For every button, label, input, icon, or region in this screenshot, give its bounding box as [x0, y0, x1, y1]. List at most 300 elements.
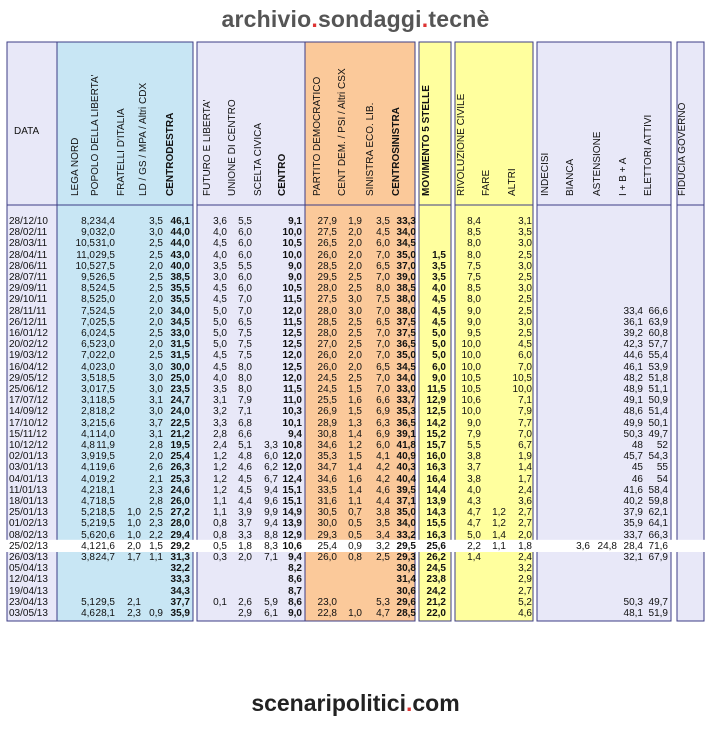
- cell-csx: 39,1: [396, 428, 416, 440]
- cell-pd: 24,5: [317, 372, 337, 384]
- cell-centro: 12,0: [282, 451, 302, 463]
- row-date: 29/05/12: [9, 372, 48, 384]
- cell-ld: 2,0: [149, 294, 163, 306]
- row-date: 02/01/13: [9, 451, 48, 463]
- cell-csx: 35,0: [396, 507, 416, 519]
- cell-ld: 2,5: [149, 328, 163, 339]
- row-date: 28/03/11: [9, 238, 48, 250]
- cell-csx: 35,3: [396, 406, 416, 418]
- cell-centro: 10,3: [282, 406, 302, 418]
- cell-udc: 2,6: [238, 596, 252, 608]
- cell-iba: 46,1: [623, 361, 643, 373]
- cell-lega: 4,2: [81, 484, 95, 496]
- cell-pd: 30,5: [317, 507, 337, 519]
- cell-sel: 7,0: [376, 350, 390, 362]
- column-header-fare: FARE: [481, 169, 492, 196]
- cell-altri: 4,5: [518, 339, 532, 351]
- cell-udc: 7,5: [238, 350, 252, 362]
- row-date: 25/06/12: [9, 384, 48, 395]
- row-date: 28/11/11: [9, 305, 47, 317]
- cell-pd: 26,0: [317, 361, 337, 373]
- cell-sc: 9,4: [264, 484, 278, 496]
- cell-sel: 7,0: [376, 384, 390, 395]
- cell-pdl: 19,5: [95, 518, 115, 530]
- cell-cdx: 24,0: [170, 406, 190, 418]
- cell-cdx: 21,2: [170, 428, 190, 440]
- row-date: 25/01/13: [9, 507, 48, 519]
- row-date: 01/02/13: [9, 518, 48, 530]
- cell-m5s: 26,2: [426, 552, 446, 563]
- cell-m5s: 16,3: [426, 462, 446, 474]
- cell-csx: 37,5: [396, 316, 416, 328]
- cell-csx: 37,0: [396, 260, 416, 272]
- cell-cdx: 23,5: [170, 384, 190, 395]
- cell-m5s: 4,5: [432, 305, 446, 317]
- cell-cd: 0,5: [348, 529, 362, 541]
- cell-iba: 48,2: [623, 372, 643, 384]
- cell-cd: 2,5: [348, 372, 362, 384]
- cell-ast: 24,8: [597, 540, 617, 552]
- cell-pd: 26,0: [317, 350, 337, 362]
- cell-csx: 37,5: [396, 328, 416, 339]
- date-column-header: DATA: [14, 126, 40, 137]
- cell-centro: 10,0: [282, 227, 302, 239]
- column-header-sc: SCELTA CIVICA: [253, 123, 264, 196]
- cell-ld: 3,0: [149, 361, 163, 373]
- cell-cd: 2,5: [348, 316, 362, 328]
- cell-cdx: 28,0: [170, 518, 190, 530]
- cell-m5s: 15,7: [426, 440, 446, 451]
- row-date: 19/03/12: [9, 350, 48, 362]
- cell-ld: 1,1: [149, 552, 163, 563]
- cell-sc: 9,9: [264, 507, 278, 519]
- cell-csx: 39,5: [396, 484, 416, 496]
- row-date: 26/03/13: [9, 552, 48, 563]
- cell-sel: 6,0: [376, 440, 390, 451]
- cell-ld: 2,5: [149, 283, 163, 295]
- cell-altri: 2,5: [518, 272, 532, 283]
- cell-lega: 3,5: [81, 372, 95, 384]
- cell-sel: 5,3: [376, 596, 390, 608]
- cell-pdl: 21,6: [95, 540, 115, 552]
- cell-pdl: 27,5: [95, 260, 115, 272]
- cell-el: 51,4: [648, 406, 668, 418]
- cell-el: 49,7: [648, 428, 668, 440]
- cell-cd: 2,0: [348, 350, 362, 362]
- cell-udc: 6,0: [238, 283, 252, 295]
- cell-csx: 40,4: [396, 473, 416, 485]
- cell-centro: 12,0: [282, 462, 302, 474]
- cell-centro: 10,8: [282, 440, 302, 451]
- cell-rc: 7,9: [467, 428, 481, 440]
- cell-csx: 36,5: [396, 417, 416, 429]
- cell-el: 55: [656, 462, 668, 474]
- row-date: 12/04/13: [9, 574, 48, 586]
- cell-sc: 8,8: [264, 529, 278, 541]
- cell-cd: 1,3: [348, 417, 362, 429]
- cell-sel: 6,9: [376, 428, 390, 440]
- cell-rc: 4,7: [467, 507, 481, 519]
- cell-cdx: 19,5: [170, 440, 190, 451]
- cell-altri: 7,0: [518, 428, 532, 440]
- cell-pd: 28,0: [317, 283, 337, 295]
- cell-el: 67,9: [648, 552, 668, 563]
- cell-sel: 3,2: [376, 540, 390, 552]
- cell-ld: 2,0: [149, 316, 163, 328]
- cell-ld: 2,5: [149, 350, 163, 362]
- cell-centro: 13,9: [282, 518, 302, 530]
- cell-iba: 37,9: [623, 507, 643, 519]
- cell-sel: 4,7: [376, 608, 390, 619]
- cell-csx: 34,5: [396, 361, 416, 373]
- cell-ld: 2,3: [149, 484, 163, 496]
- cell-fli: 3,5: [213, 384, 227, 395]
- column-header-m5s: MOVIMENTO 5 STELLE: [421, 85, 432, 196]
- cell-ld: 2,6: [149, 462, 163, 474]
- cell-udc: 1,8: [238, 540, 252, 552]
- cell-cdx: 33,3: [170, 574, 190, 586]
- cell-sc: 7,1: [264, 552, 278, 563]
- cell-m5s: 12,9: [426, 395, 446, 407]
- cell-centro: 12,5: [282, 328, 302, 339]
- cell-rc: 9,5: [467, 328, 481, 339]
- row-date: 03/05/13: [9, 608, 48, 619]
- cell-centro: 12,5: [282, 339, 302, 351]
- cell-pdl: 29,5: [95, 249, 115, 261]
- cell-altri: 2,5: [518, 294, 532, 306]
- cell-el: 64,1: [648, 518, 668, 530]
- cell-iba: 48,9: [623, 384, 643, 395]
- cell-pdl: 18,2: [95, 406, 115, 418]
- cell-centro: 12,0: [282, 350, 302, 362]
- cell-pdl: 19,5: [95, 451, 115, 463]
- cell-pd: 33,5: [317, 484, 337, 496]
- cell-pdl: 18,5: [95, 372, 115, 384]
- column-header-el: ELETTORI ATTIVI: [643, 114, 654, 196]
- cell-sel: 7,0: [376, 328, 390, 339]
- cell-pdl: 11,9: [96, 440, 115, 451]
- cell-rc: 10,0: [461, 350, 481, 362]
- cell-el: 66,3: [648, 529, 668, 541]
- cell-pdl: 24,5: [95, 283, 115, 295]
- cell-altri: 7,1: [518, 395, 532, 407]
- row-date: 03/01/13: [9, 462, 48, 474]
- cell-el: 51,9: [648, 608, 668, 619]
- cell-cdx: 40,0: [170, 260, 190, 272]
- cell-pdl: 19,2: [95, 473, 115, 485]
- cell-pdl: 20,6: [95, 529, 115, 541]
- cell-cd: 2,5: [348, 283, 362, 295]
- cell-udc: 7,0: [238, 305, 252, 317]
- cell-csx: 33,0: [396, 384, 416, 395]
- cell-pd: 28,0: [317, 328, 337, 339]
- cell-pdl: 14,0: [95, 428, 115, 440]
- cell-pd: 28,0: [317, 305, 337, 317]
- cell-sc: 6,0: [264, 451, 278, 463]
- cell-sel: 6,5: [376, 316, 390, 328]
- cell-csx: 33,3: [396, 216, 416, 227]
- column-header-pd: PARTITO DEMOCRATICO: [312, 76, 323, 196]
- cell-lega: 5,1: [81, 596, 95, 608]
- cell-m5s: 3,5: [432, 272, 446, 283]
- cell-fli: 1,2: [213, 451, 227, 463]
- cell-udc: 7,0: [238, 294, 252, 306]
- cell-csx: 40,9: [396, 451, 416, 463]
- column-header-cdx: CENTRODESTRA: [165, 112, 176, 196]
- cell-m5s: 23,8: [426, 574, 446, 586]
- row-date: 04/01/13: [9, 473, 48, 485]
- cell-udc: 3,3: [238, 529, 252, 541]
- cell-el: 55,4: [648, 350, 668, 362]
- cell-el: 52: [656, 440, 668, 451]
- column-header-pdl: POPOLO DELLA LIBERTA': [90, 74, 101, 196]
- column-header-lega: LEGA NORD: [70, 137, 81, 196]
- cell-rc: 10,5: [461, 372, 481, 384]
- cell-pd: 26,0: [317, 552, 337, 563]
- row-date: 05/04/13: [9, 563, 48, 575]
- cell-el: 62,1: [648, 507, 668, 519]
- cell-iba: 50,3: [623, 428, 643, 440]
- cell-sel: 3,4: [376, 529, 390, 541]
- cell-sc: 9,6: [264, 496, 278, 507]
- cell-centro: 10,1: [282, 417, 302, 429]
- cell-cd: 1,4: [348, 462, 362, 474]
- cell-altri: 1,7: [518, 473, 532, 485]
- cell-sc: 9,4: [264, 518, 278, 530]
- cell-cd: 2,5: [348, 339, 362, 351]
- cell-m5s: 4,0: [432, 283, 446, 295]
- cell-fli: 4,5: [213, 361, 227, 373]
- cell-udc: 8,0: [238, 361, 252, 373]
- cell-m5s: 3,5: [432, 260, 446, 272]
- cell-centro: 10,6: [282, 540, 302, 552]
- cell-cd: 0,7: [348, 507, 362, 519]
- cell-centro: 12,0: [282, 372, 302, 384]
- cell-iba: 44,6: [623, 350, 643, 362]
- cell-sc: 6,1: [264, 608, 278, 619]
- cell-cd: 2,0: [348, 238, 362, 250]
- cell-cdx: 35,5: [170, 294, 190, 306]
- cell-m5s: 16,4: [426, 473, 446, 485]
- cell-sel: 7,0: [376, 305, 390, 317]
- cell-cd: 1,4: [348, 428, 362, 440]
- cell-sel: 4,2: [376, 462, 390, 474]
- cell-pd: 27,5: [317, 227, 337, 239]
- row-date: 18/01/13: [9, 496, 48, 507]
- cell-centro: 10,0: [282, 249, 302, 261]
- cell-centro: 9,1: [288, 216, 302, 227]
- cell-ld: 3,5: [149, 216, 163, 227]
- cell-lega: 10,5: [75, 238, 95, 250]
- cell-cdx: 26,0: [170, 496, 190, 507]
- cell-cd: 2,0: [348, 249, 362, 261]
- cell-fli: 2,8: [213, 428, 227, 440]
- cell-fli: 4,5: [213, 238, 227, 250]
- cell-fli: 1,1: [213, 507, 227, 519]
- cell-el: 54: [656, 473, 668, 485]
- cell-csx: 34,0: [396, 227, 416, 239]
- cell-iba: 41,6: [623, 484, 643, 496]
- cell-lega: 7,0: [81, 350, 95, 362]
- cell-fli: 3,2: [213, 406, 227, 418]
- cell-pdl: 25,5: [95, 316, 115, 328]
- cell-ld: 3,1: [149, 428, 163, 440]
- cell-udc: 2,0: [238, 552, 252, 563]
- cell-altri: 2,7: [518, 585, 532, 597]
- cell-csx: 35,0: [396, 350, 416, 362]
- cell-sel: 3,5: [376, 216, 390, 227]
- column-header-fdi: FRATELLI D'ITALIA: [116, 108, 127, 196]
- cell-centro: 9,0: [288, 272, 302, 283]
- cell-centro: 9,0: [288, 260, 302, 272]
- cell-sel: 6,3: [376, 417, 390, 429]
- row-date: 23/04/13: [9, 596, 48, 608]
- cell-lega: 5,6: [81, 529, 95, 541]
- cell-lega: 3,0: [81, 384, 95, 395]
- cell-iba: 48,6: [623, 406, 643, 418]
- cell-fli: 2,4: [213, 440, 227, 451]
- cell-fli: 5,0: [213, 305, 227, 317]
- cell-udc: 3,9: [238, 507, 252, 519]
- cell-csx: 38,0: [396, 305, 416, 317]
- cell-pdl: 29,5: [95, 596, 115, 608]
- cell-udc: 4,5: [238, 484, 252, 496]
- cell-centro: 9,0: [288, 608, 302, 619]
- cell-cdx: 24,7: [170, 395, 190, 407]
- cell-fli: 3,0: [213, 272, 227, 283]
- cell-cd: 1,5: [348, 406, 362, 418]
- cell-altri: 5,2: [518, 596, 532, 608]
- cell-bia: 3,6: [576, 540, 590, 552]
- cell-sel: 4,4: [376, 496, 390, 507]
- cell-sc: 8,3: [264, 540, 278, 552]
- cell-pdl: 32,0: [95, 227, 115, 239]
- cell-ld: 2,0: [149, 451, 163, 463]
- cell-fdi: 1,0: [127, 518, 141, 530]
- site-title: archivio.sondaggi.tecnè: [221, 6, 490, 32]
- cell-lega: 2,8: [81, 406, 95, 418]
- cell-cdx: 35,5: [170, 283, 190, 295]
- cell-sel: 2,5: [376, 552, 390, 563]
- cell-sel: 4,5: [376, 227, 390, 239]
- cell-el: 50,1: [648, 417, 668, 429]
- cell-iba: 49,1: [623, 395, 643, 407]
- cell-centro: 8,7: [288, 585, 302, 597]
- cell-pd: 26,9: [317, 406, 337, 418]
- cell-altri: 3,0: [518, 260, 532, 272]
- cell-csx: 36,5: [396, 339, 416, 351]
- cell-udc: 4,6: [238, 462, 252, 474]
- cell-altri: 3,5: [518, 227, 532, 239]
- cell-pd: 28,5: [317, 260, 337, 272]
- cell-altri: 1,9: [518, 451, 532, 463]
- row-date: 25/02/13: [9, 540, 48, 552]
- cell-rc: 8,4: [467, 216, 481, 227]
- cell-pdl: 25,0: [95, 294, 115, 306]
- cell-ld: 2,0: [149, 305, 163, 317]
- cell-m5s: 4,5: [432, 294, 446, 306]
- cell-pd: 34,6: [317, 440, 337, 451]
- column-header-cd: CENT DEM. / PSI / Altri CSX: [337, 68, 348, 196]
- cell-csx: 38,5: [396, 283, 416, 295]
- cell-pd: 30,8: [317, 428, 337, 440]
- cell-pd: 27,0: [317, 339, 337, 351]
- column-header-iba: I + B + A: [618, 157, 629, 196]
- cell-m5s: 9,0: [432, 372, 446, 384]
- cell-cd: 3,0: [348, 305, 362, 317]
- cell-lega: 6,0: [81, 328, 95, 339]
- cell-lega: 7,5: [81, 305, 95, 317]
- cell-sel: 4,6: [376, 484, 390, 496]
- cell-centro: 12,9: [282, 529, 302, 541]
- cell-sc: 6,7: [264, 473, 278, 485]
- cell-udc: 6,0: [238, 272, 252, 283]
- cell-fli: 1,2: [213, 462, 227, 474]
- cell-rc: 2,2: [467, 540, 481, 552]
- cell-rc: 10,6: [461, 395, 481, 407]
- row-date: 15/11/12: [9, 428, 48, 440]
- cell-rc: 8,0: [467, 238, 481, 250]
- cell-fli: 4,5: [213, 294, 227, 306]
- cell-lega: 9,0: [81, 227, 95, 239]
- cell-altri: 7,7: [518, 417, 532, 429]
- cell-iba: 46: [631, 473, 643, 485]
- cell-rc: 3,7: [467, 462, 481, 474]
- cell-altri: 2,5: [518, 305, 532, 317]
- cell-m5s: 14,3: [426, 507, 446, 519]
- cell-cdx: 26,3: [170, 462, 190, 474]
- column-header-ast: ASTENSIONE: [592, 131, 603, 196]
- column-header-udc: UNIONE DI CENTRO: [227, 99, 238, 196]
- cell-m5s: 14,2: [426, 417, 446, 429]
- cell-ld: 3,0: [149, 372, 163, 384]
- cell-udc: 6,6: [238, 428, 252, 440]
- cell-sel: 4,1: [376, 451, 390, 463]
- cell-fare: 1,2: [492, 507, 506, 519]
- cell-cdx: 27,2: [170, 507, 190, 519]
- cell-pdl: 34,4: [95, 216, 115, 227]
- cell-rc: 7,5: [467, 260, 481, 272]
- cell-centro: 12,4: [282, 473, 302, 485]
- cell-fdi: 1,0: [127, 507, 141, 519]
- cell-rc: 8,5: [467, 227, 481, 239]
- cell-fli: 4,0: [213, 249, 227, 261]
- cell-altri: 2,4: [518, 552, 532, 563]
- cell-cdx: 29,4: [170, 529, 190, 541]
- cell-pd: 35,3: [317, 451, 337, 463]
- cell-sel: 7,0: [376, 249, 390, 261]
- row-date: 14/09/12: [9, 406, 48, 418]
- cell-rc: 8,5: [467, 283, 481, 295]
- cell-altri: 7,9: [518, 406, 532, 418]
- cell-csx: 38,0: [396, 294, 416, 306]
- cell-fare: 1,1: [492, 540, 506, 552]
- cell-lega: 3,8: [81, 552, 95, 563]
- cell-centro: 12,5: [282, 361, 302, 373]
- cell-rc: 5,5: [467, 440, 481, 451]
- column-header-centro: CENTRO: [277, 153, 288, 196]
- cell-udc: 2,9: [238, 608, 252, 619]
- cell-lega: 3,9: [81, 451, 95, 463]
- row-date: 17/10/12: [9, 417, 48, 429]
- cell-pd: 29,3: [317, 529, 337, 541]
- cell-pdl: 26,5: [95, 272, 115, 283]
- cell-fli: 5,0: [213, 328, 227, 339]
- cell-ld: 2,8: [149, 440, 163, 451]
- cell-fli: 4,5: [213, 283, 227, 295]
- cell-fli: 4,0: [213, 372, 227, 384]
- cell-sc: 6,2: [264, 462, 278, 474]
